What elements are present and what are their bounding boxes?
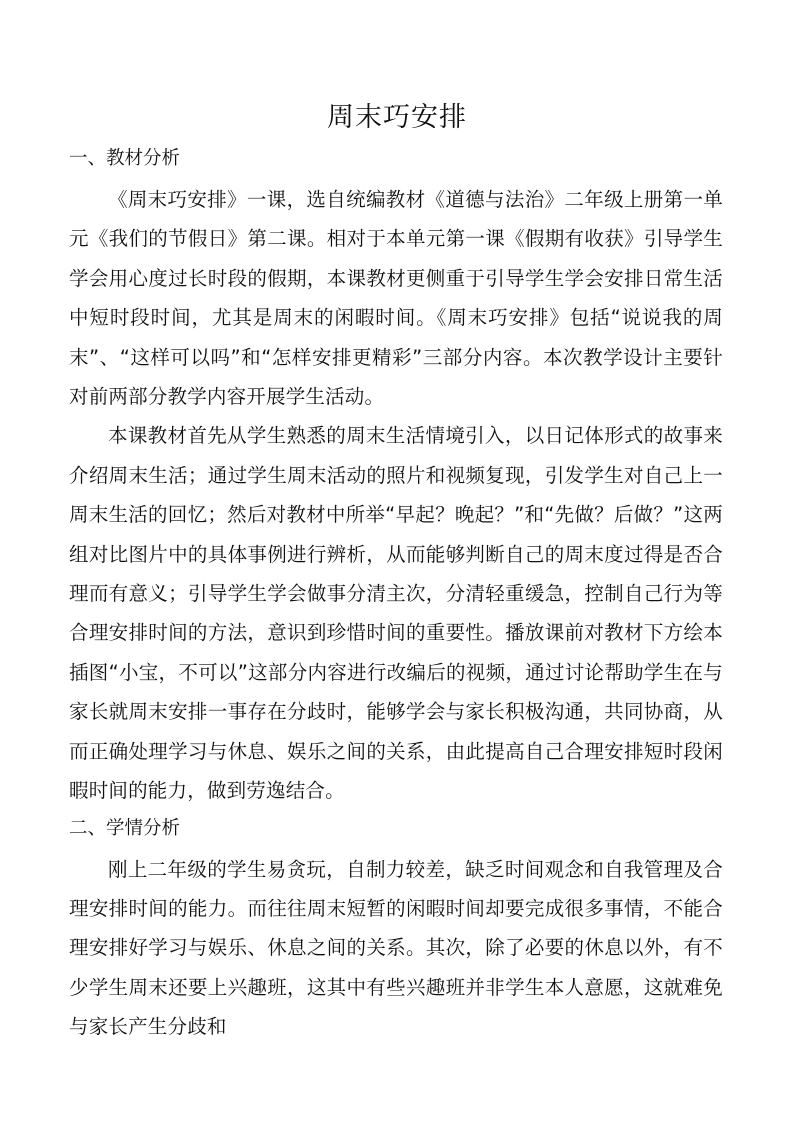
section-heading-student-analysis: 二、学情分析	[69, 817, 181, 839]
paragraph: 本课教材首先从学生熟悉的周末生活情境引入，以日记体形式的故事来介绍周末生活；通过学生周末活动的照片和视频复现，引发学生对自己上一周末生活的回忆；然后对教材中所举“早起？晚起？”和“先做？后做？”这两组对比图片中的具体事例进行辨析，从而能够判断自己的周末度过得是否合理而有意义；引导学生学会做事分清主次，分清轻重缓急，控制自己行为等合理安排时间的方法，意识到珍惜时间的重要性。播放课前对教材下方绘本插图“小宝，不可以”这部分内容进行改编后的视频，通过讨论帮助学生在与家长就周末安排一事存在分歧时，能够学会与家长积极沟通，共同协商，从而正确处理学习与休息、娱乐之间的关系，由此提高自己合理安排短时段闲暇时间的能力，做到劳逸结合。	[69, 424, 723, 803]
document-body	[69, 141, 723, 1047]
section-heading-textbook-analysis: 一、教材分析	[69, 148, 181, 169]
paragraph: 《周末巧安排》一课，选自统编教材《道德与法治》二年级上册第一单元《我们的节假日》第二课。相对于本单元第一课《假期有收获》引导学生学会用心度过长时段的假期，本课教材更侧重于引导学生学会安排日常生活中短时段时间，尤其是周末的闲暇时间。《周末巧安排》包括“说说我的周末”、“这样可以吗”和“怎样安排更精彩”三部分内容。本次教学设计主要针对前两部分教学内容开展学生活动。	[69, 188, 723, 409]
document-title: 周末巧安排	[327, 102, 467, 133]
paragraph: 刚上二年级的学生易贪玩，自制力较差，缺乏时间观念和自我管理及合理安排时间的能力。而往往周末短暂的闲暇时间却要完成很多事情，不能合理安排好学习与娱乐、休息之间的关系。其次，除了必要的休息以外，有不少学生周末还要上兴趣班，这其中有些兴趣班并非学生本人意愿，这就难免与家长产生分歧和	[69, 857, 723, 1039]
